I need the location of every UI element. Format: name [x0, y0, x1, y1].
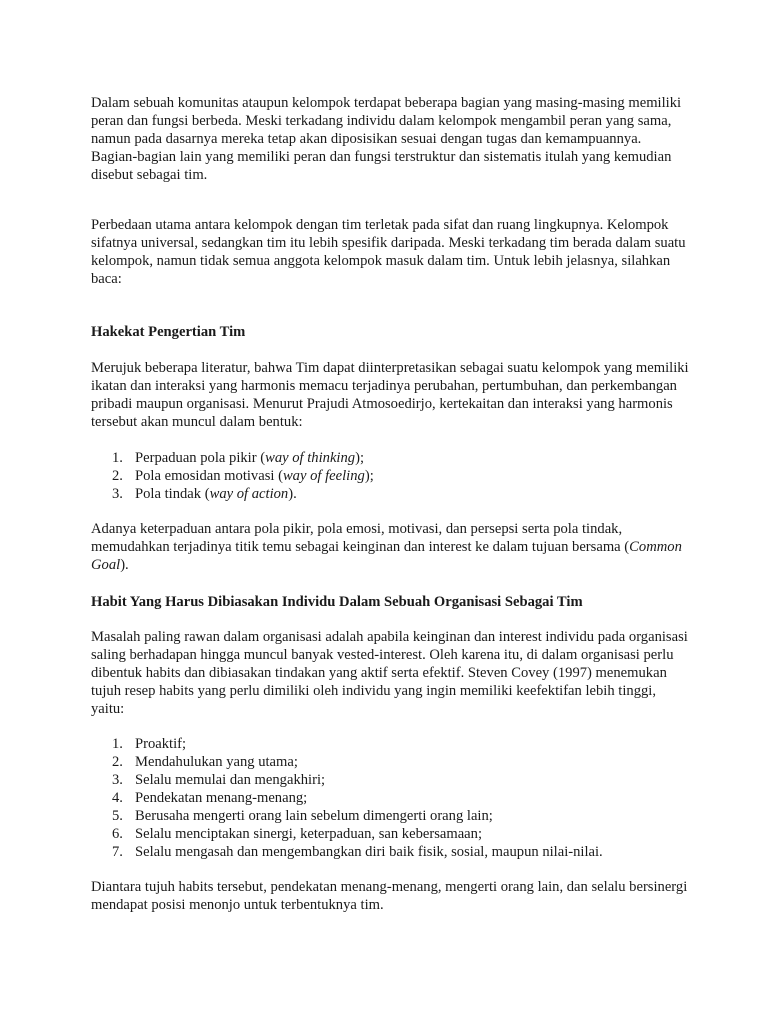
list-text: Selalu mengasah dan mengembangkan diri baik fisik, sosial, maupun nilai-nilai.: [135, 844, 603, 860]
list-item: [91, 485, 691, 503]
list-item: [91, 735, 691, 753]
list-italic-term: way of feeling: [282, 468, 365, 484]
list-number: 2.: [112, 468, 123, 484]
paragraph-text: Adanya keterpaduan antara pola pikir, pola emosi, motivasi, dan persepsi serta pola tindak, memudahkan terjadinya titik temu sebagai keinginan dan interest ke dalam tujuan bersama (: [91, 521, 630, 555]
list-text: );: [364, 468, 374, 484]
list-number: 1.: [112, 736, 123, 752]
list-text: Proaktif;: [135, 736, 187, 752]
list-number: 1.: [112, 450, 123, 466]
list-italic-term: way of action: [209, 486, 289, 502]
list-item: [91, 843, 691, 861]
common-goal-term: Common Goal: [91, 539, 682, 573]
list-number: 2.: [112, 754, 123, 770]
list-number: 3.: [112, 486, 123, 502]
list-number: 3.: [112, 772, 123, 788]
list-text: ).: [288, 486, 297, 502]
conclusion-paragraph: Diantara tujuh habits tersebut, pendekatan menang-menang, mengerti orang lain, dan selalu bersinergi mendapat posisi menonjo untuk terbentuknya tim.: [91, 879, 688, 913]
list-text: Perpaduan pola pikir (: [135, 450, 266, 466]
list-text: );: [355, 450, 365, 466]
list-item: [91, 467, 691, 485]
common-goal-paragraph: [91, 520, 691, 574]
list-text: Pola emosidan motivasi (: [135, 468, 283, 484]
definition-paragraph: Merujuk beberapa literatur, bahwa Tim dapat diinterpretasikan sebagai suatu kelompok yang memiliki ikatan dan interaksi yang harmonis memacu terjadinya perubahan, pertumbuhan, dan perkembangan pribadi maupun organisasi. Menurut Prajudi Atmosoedirjo, kertekaitan dan interaksi yang harmonis tersebut akan muncul dalam bentuk:: [91, 360, 689, 430]
list-item: [91, 807, 691, 825]
difference-paragraph: Perbedaan utama antara kelompok dengan tim terletak pada sifat dan ruang lingkupnya. Kelompok sifatnya universal, sedangkan tim itu lebih spesifik daripada. Meski terkadang tim berada dalam suatu kelompok, namun tidak semua anggota kelompok masuk dalam tim. Untuk lebih jelasnya, silahkan baca:: [91, 217, 686, 287]
list-item: [91, 771, 691, 789]
list-item: [91, 753, 691, 771]
list-item: [91, 825, 691, 843]
interaction-forms-list: [91, 449, 691, 503]
list-number: 7.: [112, 844, 123, 860]
list-text: Selalu memulai dan mengakhiri;: [135, 772, 326, 788]
list-number: 5.: [112, 808, 123, 824]
list-number: 4.: [112, 790, 123, 806]
seven-habits-list: [91, 735, 691, 861]
paragraph-text: ).: [120, 557, 129, 573]
list-number: 6.: [112, 826, 123, 842]
list-text: Mendahulukan yang utama;: [135, 754, 298, 770]
habits-paragraph: Masalah paling rawan dalam organisasi adalah apabila keinginan dan interest individu pada organisasi saling berhadapan hingga muncul banyak vested-interest. Oleh karena itu, di dalam organisasi perlu dibentuk habits dan dibiasakan tindakan yang aktif serta efektif. Steven Covey (1997) menemukan tujuh resep habits yang perlu dimiliki oleh individu yang ingin memiliki keefektifan lebih tinggi, yaitu:: [91, 629, 688, 717]
list-item: [91, 449, 691, 467]
list-italic-term: way of thinking: [265, 450, 356, 466]
list-text: Pendekatan menang-menang;: [135, 790, 308, 806]
intro-paragraph: Dalam sebuah komunitas ataupun kelompok terdapat beberapa bagian yang masing-masing memiliki peran dan fungsi berbeda. Meski terkadang individu dalam kelompok mengambil peran yang sama, namun pada dasarnya mereka tetap akan diposisikan sesuai dengan tugas dan kemampuannya. Bagian-bagian lain yang memiliki peran dan fungsi terstruktur dan sistematis itulah yang kemudian disebut sebagai tim.: [91, 95, 682, 183]
list-item: [91, 789, 691, 807]
list-text: Pola tindak (: [135, 486, 210, 502]
list-text: Berusaha mengerti orang lain sebelum dimengerti orang lain;: [135, 808, 493, 824]
section-heading-hakekat: Hakekat Pengertian Tim: [91, 324, 246, 340]
list-text: Selalu menciptakan sinergi, keterpaduan, san kebersamaan;: [135, 826, 483, 842]
section-heading-habit: Habit Yang Harus Dibiasakan Individu Dalam Sebuah Organisasi Sebagai Tim: [91, 594, 583, 610]
